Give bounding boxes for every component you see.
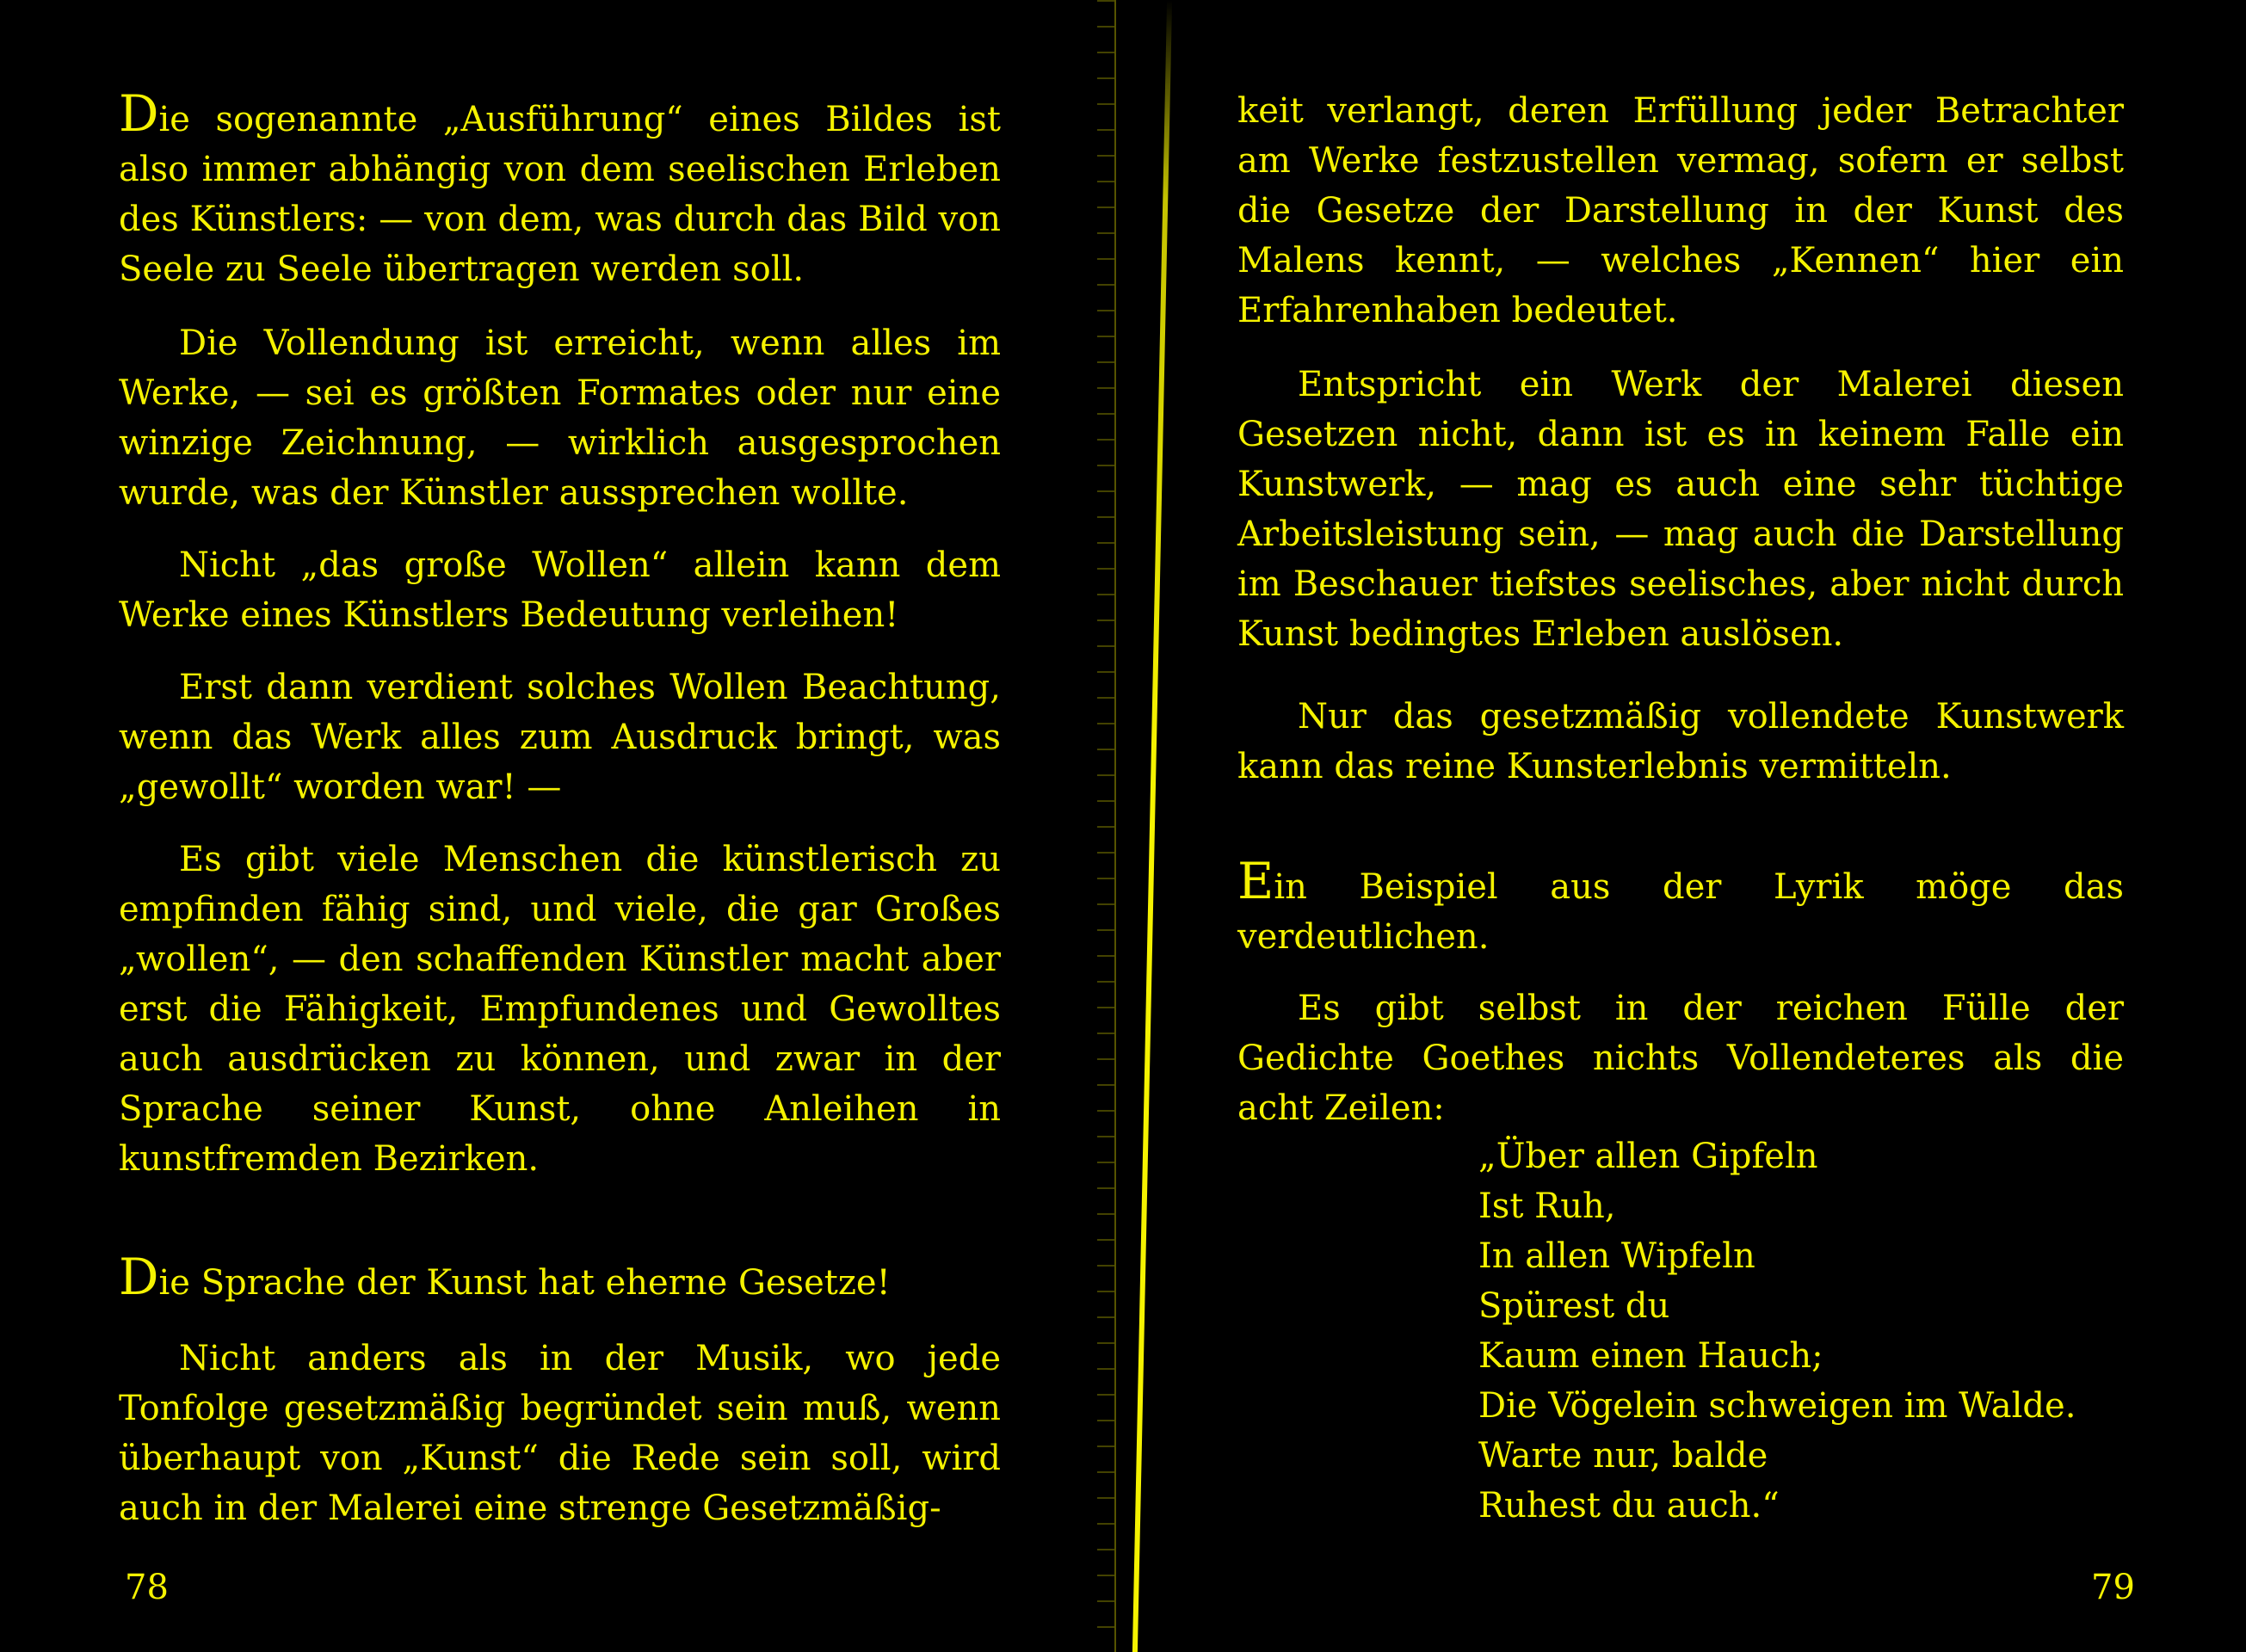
paragraph: Die sogenannte „Ausführung“ eines Bildes ist also immer abhängig von dem seelischen Erleben des Künstlers: — von dem, was durch das Bild von Seele zu Seele übertragen werden soll. <box>119 84 1001 289</box>
poem-line: Ruhest du auch.“ <box>1478 1486 1780 1526</box>
page-number: 78 <box>125 1568 169 1607</box>
paragraph: Es gibt viele Menschen die künstlerisch zu empfinden fähig sind, und viele, die gar Großes „wollen“, — den schaffenden Künstler macht aber erst die Fähigkeit, Empfundenes und Gewolltes auch ausdrücken zu können, und zwar in der Sprache seiner Kunst, ohne Anleihen in kunstfremden Bezirken. <box>119 840 1001 1179</box>
poem-line: Ist Ruh, <box>1478 1187 1616 1226</box>
paragraph: Es gibt selbst in der reichen Fülle der Gedichte Goethes nichts Vollendeteres als die acht Zeilen: <box>1237 989 2124 1128</box>
page-number: 79 <box>2091 1568 2135 1607</box>
paragraph: Erst dann verdient solches Wollen Beachtung, wenn das Werk alles zum Ausdruck bringt, was „gewollt“ worden war! — <box>119 668 1001 807</box>
poem-line: Kaum einen Hauch; <box>1478 1336 1823 1376</box>
paragraph: Ein Beispiel aus der Lyrik möge das verdeutlichen. <box>1237 852 2124 957</box>
poem <box>1478 1131 2076 1531</box>
paragraph: Nur das gesetzmäßig vollendete Kunstwerk kann das reine Kunsterlebnis vermitteln. <box>1237 697 2124 786</box>
poem-line: Spürest du <box>1478 1286 1670 1326</box>
paragraph: Die Vollendung ist erreicht, wenn alles im Werke, — sei es größten Formates oder nur eine winzige Zeichnung, — wirklich ausgesprochen wurde, was der Künstler aussprechen wollte. <box>119 324 1001 513</box>
paragraph: keit verlangt, deren Erfüllung jeder Betrachter am Werke festzustellen vermag, sofern er selbst die Gesetze der Darstellung in der Kunst des Malens kennt, — welches „Kennen“ hier ein Erfahrenhaben bedeutet. <box>1237 91 2124 330</box>
section-heading: Die Sprache der Kunst hat eherne Gesetze! <box>119 1248 891 1306</box>
gutter-stitching <box>1097 0 1114 1652</box>
poem-line: In allen Wipfeln <box>1478 1236 1755 1276</box>
poem-line: Die Vögelein schweigen im Walde. <box>1478 1386 2076 1426</box>
paragraph: Nicht „das große Wollen“ allein kann dem Werke eines Künstlers Bedeutung verleihen! <box>119 546 1001 635</box>
paragraph: Entspricht ein Werk der Malerei diesen Gesetzen nicht, dann ist es in keinem Falle ein Kunstwerk, — mag es auch eine sehr tüchtige Arbeitsleistung sein, — mag auch die Darstellung im Beschauer tiefstes seelisches, aber nicht durch Kunst bedingtes Erleben auslösen. <box>1237 365 2124 654</box>
paragraph: Nicht anders als in der Musik, wo jede Tonfolge gesetzmäßig begründet sein muß, wenn überhaupt von „Kunst“ die Rede sein soll, wird auch in der Malerei eine strenge Gesetzmäßig- <box>119 1339 1001 1528</box>
left-page <box>0 0 1119 1652</box>
gutter-hairline <box>1114 0 1116 1652</box>
poem-line: Warte nur, balde <box>1478 1436 1768 1476</box>
poem-line: „Über allen Gipfeln <box>1478 1137 1818 1176</box>
